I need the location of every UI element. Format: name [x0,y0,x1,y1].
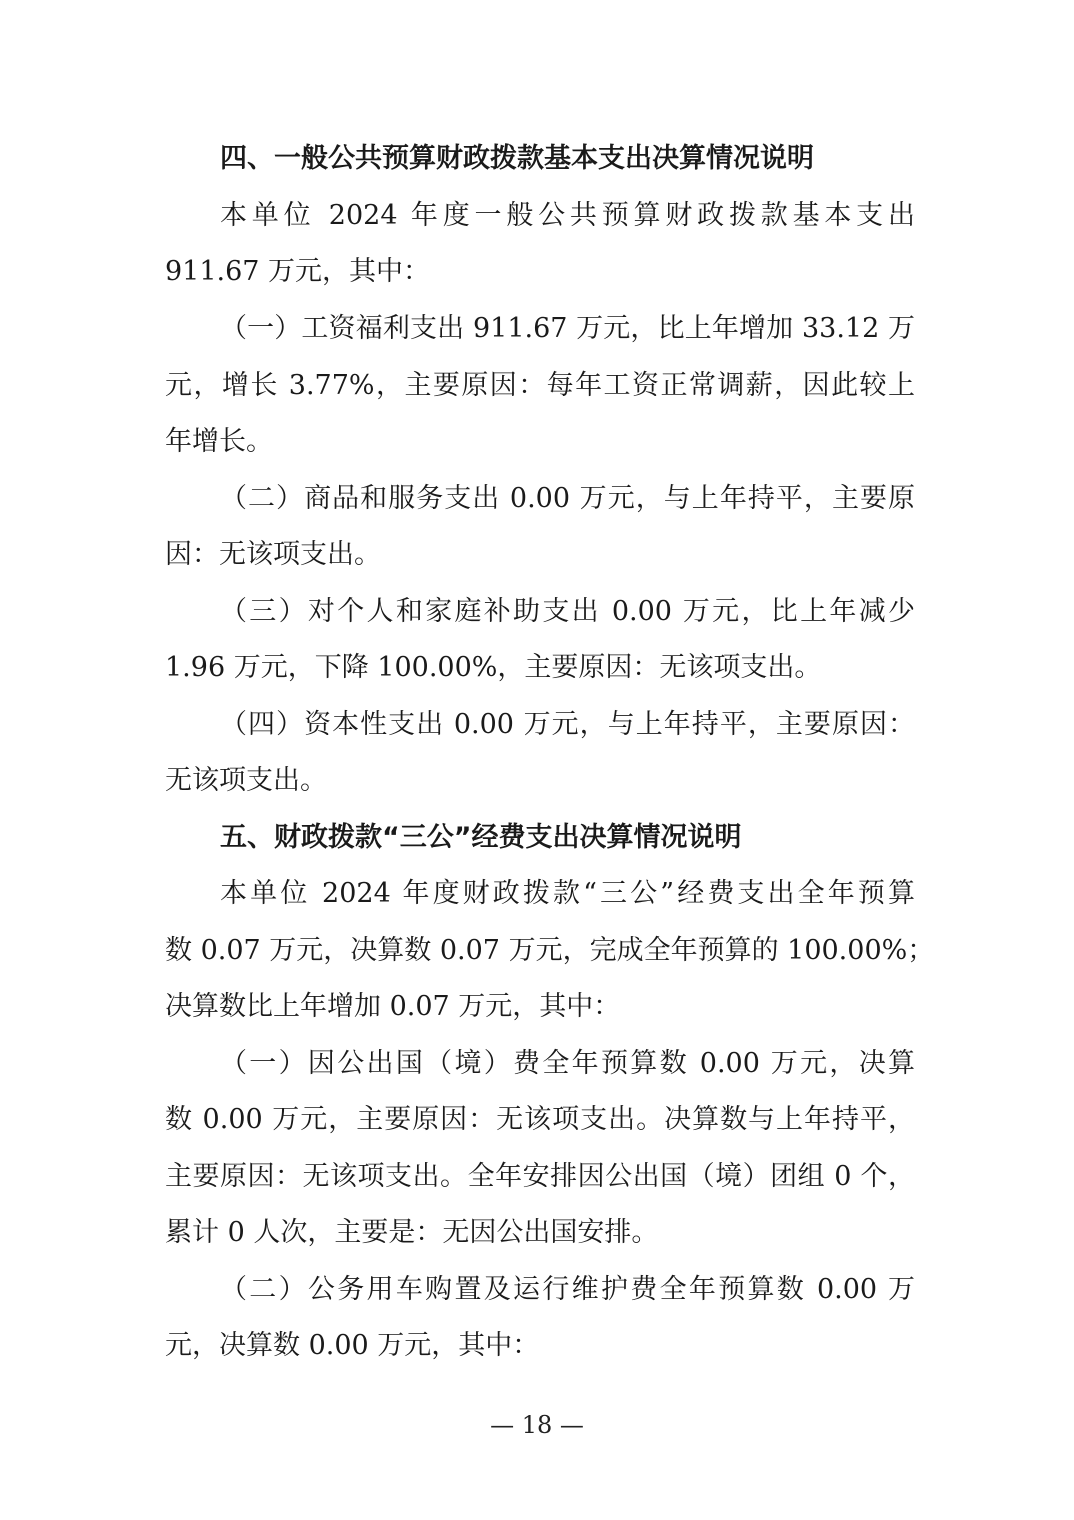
section-5-item-1-line-3: 主要原因：无该项支出。全年安排因公出国（境）团组 0 个， [165,1161,915,1192]
section-4-item-2-line-1: （二）商品和服务支出 0.00 万元，与上年持平，主要原 [220,483,915,514]
section-5-item-2-line-1: （二）公务用车购置及运行维护费全年预算数 0.00 万 [220,1274,915,1305]
section-4-item-2-line-2: 因：无该项支出。 [165,539,381,570]
section-4-heading: 四、一般公共预算财政拨款基本支出决算情况说明 [220,143,814,174]
section-5-item-1-line-4: 累计 0 人次，主要是：无因公出国安排。 [165,1217,659,1248]
section-5-item-2-line-2: 元，决算数 0.00 万元，其中： [165,1330,540,1361]
section-4-item-1-line-3: 年增长。 [165,426,273,457]
section-5-heading: 五、财政拨款“三公”经费支出决算情况说明 [220,822,742,853]
section-4-item-3-line-1: （三）对个人和家庭补助支出 0.00 万元，比上年减少 [220,596,915,627]
section-4-intro-line-2: 911.67 万元，其中： [165,256,431,287]
section-4-item-3-line-2: 1.96 万元，下降 100.00%，主要原因：无该项支出。 [165,652,822,683]
section-5-intro-line-2: 数 0.07 万元，决算数 0.07 万元，完成全年预算的 100.00%； [165,935,935,966]
section-5-item-1-line-2: 数 0.00 万元，主要原因：无该项支出。决算数与上年持平， [165,1104,915,1135]
section-4-item-1-line-1: （一）工资福利支出 911.67 万元，比上年增加 33.12 万 [220,313,915,344]
section-5-item-1-line-1: （一）因公出国（境）费全年预算数 0.00 万元，决算 [220,1048,915,1079]
section-5-intro-line-3: 决算数比上年增加 0.07 万元，其中： [165,991,621,1022]
section-5-intro-line-1: 本单位 2024 年度财政拨款“三公”经费支出全年预算 [220,878,915,909]
section-4-intro-line-1: 本单位 2024 年度一般公共预算财政拨款基本支出 [220,200,915,231]
page-number: — 18 — [490,1411,584,1439]
section-4-item-1-line-2: 元，增长 3.77%，主要原因：每年工资正常调薪，因此较上 [165,370,915,401]
section-4-item-4-line-2: 无该项支出。 [165,765,327,796]
section-4-item-4-line-1: （四）资本性支出 0.00 万元，与上年持平，主要原因： [220,709,915,740]
